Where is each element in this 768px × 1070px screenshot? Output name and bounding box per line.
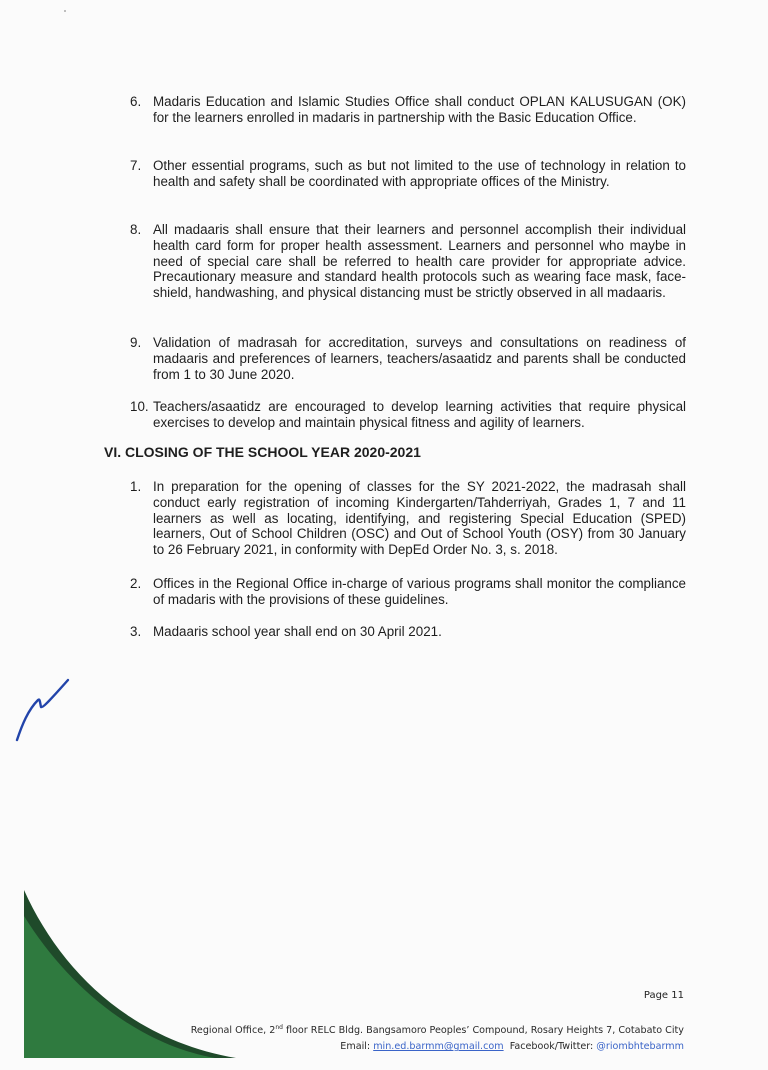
item-text: Validation of madrasah for accreditation, surveys and consultations on readiness of madaaris and preferences of learners, teachers/asaatidz and parents shall be conducted from 1 to 30 June 2020. <box>153 335 686 382</box>
footer-address <box>191 1020 684 1039</box>
list-item-6 <box>130 94 686 126</box>
address-superscript: nd <box>275 1024 283 1031</box>
closing-item-1 <box>130 479 686 558</box>
email-link[interactable]: min.ed.barmm@gmail.com <box>373 1041 504 1053</box>
item-text: Offices in the Regional Office in-charge of various programs shall monitor the compliance of madaris with the provisions of these guidelines. <box>153 576 686 607</box>
item-number: 2. <box>130 576 142 591</box>
footer-address-block <box>191 1020 684 1055</box>
item-number: 3. <box>130 624 142 639</box>
item-text: Madaaris school year shall end on 30 April 2021. <box>153 624 442 639</box>
footer-contact <box>191 1039 684 1055</box>
item-number: 10. <box>130 399 149 414</box>
item-text: All madaaris shall ensure that their learners and personnel accomplish their individual health card form for proper health assessment. Learners and personnel who maybe in need of special care shall be referred to health care provider for appropriate advice. Precautionary measure and standard health protocols such as wearing face mask, face-shield, handwashing, and physical distancing must be strictly observed in all madaaris. <box>153 222 686 301</box>
scan-speck <box>64 10 66 12</box>
item-number: 8. <box>130 222 142 237</box>
item-text: Teachers/asaatidz are encouraged to develop learning activities that require physical exercises to develop and maintain physical fitness and agility of learners. <box>153 399 686 430</box>
list-item-7 <box>130 158 686 190</box>
list-item-10 <box>130 399 686 431</box>
closing-item-2 <box>130 576 686 608</box>
item-number: 6. <box>130 94 142 109</box>
email-label: Email: <box>340 1041 374 1053</box>
list-item-8 <box>130 222 686 301</box>
social-label: Facebook/Twitter: <box>503 1041 597 1053</box>
item-text: Other essential programs, such as but not limited to the use of technology in relation to health and safety shall be coordinated with appropriate offices of the Ministry. <box>153 158 686 189</box>
signature-initial-icon <box>10 670 80 750</box>
address-text: Regional Office, 2 <box>190 1025 276 1037</box>
list-item-9 <box>130 335 686 382</box>
section-heading: VI. CLOSING OF THE SCHOOL YEAR 2020-2021 <box>104 444 421 460</box>
item-text: Madaris Education and Islamic Studies Office shall conduct OPLAN KALUSUGAN (OK) for the learners enrolled in madaris in partnership with the Basic Education Office. <box>153 94 686 125</box>
item-text: In preparation for the opening of classes for the SY 2021-2022, the madrasah shall conduct early registration of incoming Kindergarten/Tahderriyah, Grades 1, 7 and 11 learners as well as locating, identifying, and registering Special Education (SPED) learners, Out of School Children (OSC) and Out of School Youth (OSY) from 30 January to 26 February 2021, in conformity with DepEd Order No. 3, s. 2018. <box>153 479 686 558</box>
address-text-rest: floor RELC Bldg. Bangsamoro Peoples’ Compound, Rosary Heights 7, Cotabato City <box>282 1025 684 1037</box>
item-number: 1. <box>130 479 142 494</box>
item-number: 7. <box>130 158 142 173</box>
item-number: 9. <box>130 335 142 350</box>
closing-item-3 <box>130 624 686 640</box>
page-number: Page 11 <box>643 990 684 1001</box>
social-handle: @riombhtebarmm <box>596 1041 684 1053</box>
